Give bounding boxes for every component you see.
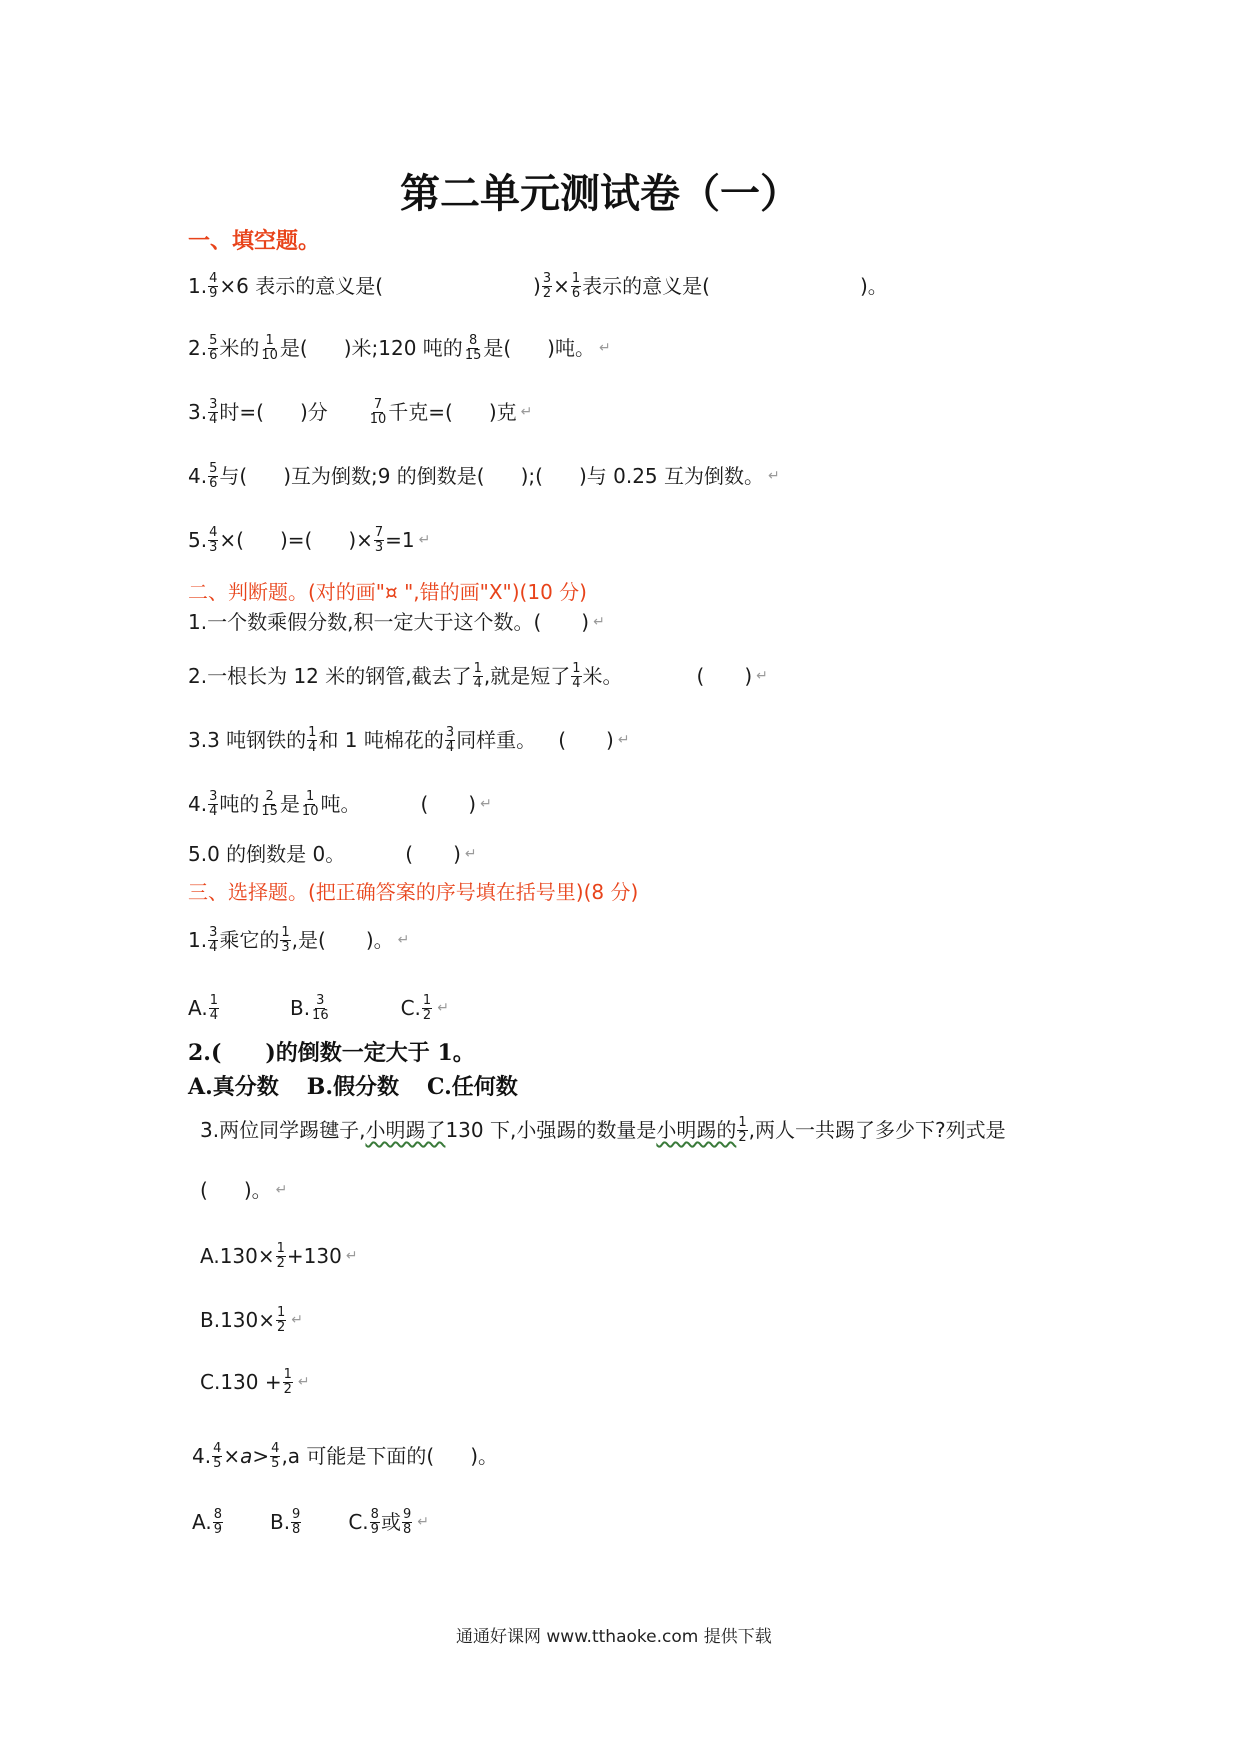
paragraph-mark: ↵ — [768, 468, 780, 485]
question-1-2: 2. $\frac{5}{6}$ 米的 $\frac{1}{10}$ 是( )米;120 吨的 $\frac{8}{15}$ 是( )吨。 ↵ — [188, 333, 611, 363]
paragraph-mark: ↵ — [520, 404, 533, 421]
question-1-5: 5. $\frac{4}{3}$ ×( )=( )× $\frac{7}{3}$ =1 ↵ — [188, 525, 431, 555]
fraction: $\frac{1}{3}$ — [281, 925, 290, 955]
question-1-1: 1. $\frac{4}{9}$ ×6 表示的意义是( ) $\frac{3}{2}$ × $\frac{1}{6}$ 表示的意义是( )。 — [188, 271, 888, 301]
paragraph-mark: ↵ — [617, 732, 630, 749]
fraction: $\frac{9}{8}$ — [402, 1507, 412, 1537]
fraction: $\frac{4}{3}$ — [209, 525, 218, 555]
paragraph-mark: ↵ — [756, 668, 768, 685]
paragraph-mark: ↵ — [297, 1374, 310, 1391]
fraction: $\frac{1}{4}$ — [572, 661, 581, 691]
paragraph-mark: ↵ — [464, 846, 477, 862]
fraction: $\frac{4}{5}$ — [271, 1441, 280, 1471]
fraction: $\frac{1}{6}$ — [571, 271, 581, 301]
fraction: $\frac{3}{16}$ — [312, 993, 329, 1023]
fraction: $\frac{1}{10}$ — [261, 333, 278, 363]
question-2-5: 5.0 的倒数是 0。 ( ) ↵ — [188, 842, 477, 866]
fraction: $\frac{5}{6}$ — [209, 461, 218, 491]
question-3-4: 4. $\frac{4}{5}$ ×a> $\frac{4}{5}$ ,a 可能是下面的( )。 — [192, 1441, 499, 1471]
question-3-3-answer-blank: ( )。 ↵ — [200, 1178, 288, 1202]
section-heading-fill-blank: 一、填空题。 — [188, 229, 321, 254]
section-heading-true-false: 二、判断题。(对的画"¤ ",错的画"X")(10 分) — [188, 580, 587, 604]
fraction: $\frac{7}{3}$ — [374, 525, 384, 555]
question-3-1-options: A. $\frac{1}{4}$ B. $\frac{3}{16}$ C. $\frac{1}{2}$ ↵ — [188, 993, 449, 1023]
question-3-3-option-a: A.130× $\frac{1}{2}$ +130 ↵ — [200, 1241, 358, 1271]
question-3-1: 1. $\frac{3}{4}$ 乘它的 $\frac{1}{3}$ ,是( )。 ↵ — [188, 925, 410, 955]
fraction: $\frac{8}{15}$ — [464, 333, 482, 363]
question-3-4-options: A. $\frac{8}{9}$ B. $\frac{9}{8}$ C. $\frac{8}{9}$ 或 $\frac{9}{8}$ ↵ — [192, 1507, 429, 1537]
section-heading-multiple-choice: 三、选择题。(把正确答案的序号填在括号里)(8 分) — [188, 880, 639, 904]
paragraph-mark: ↵ — [418, 532, 431, 549]
paragraph-mark: ↵ — [593, 614, 605, 630]
page-title: 第二单元测试卷（一） — [400, 170, 800, 217]
footer-source: 通通好课网 www.tthaoke.com 提供下载 — [456, 1627, 772, 1647]
fraction: $\frac{1}{2}$ — [283, 1367, 292, 1397]
fraction: $\frac{3}{4}$ — [209, 397, 218, 427]
fraction: $\frac{3}{4}$ — [209, 925, 218, 955]
question-2-3: 3.3 吨钢铁的 $\frac{1}{4}$ 和 1 吨棉花的 $\frac{3}{4}$ 同样重。 ( ) ↵ — [188, 725, 630, 755]
fraction: $\frac{4}{9}$ — [209, 271, 218, 301]
paragraph-mark: ↵ — [397, 932, 410, 949]
paragraph-mark: ↵ — [291, 1312, 304, 1329]
question-3-2-options: A.真分数 B.假分数 C.任何数 — [188, 1074, 518, 1100]
fraction: $\frac{2}{15}$ — [261, 789, 278, 819]
fraction: $\frac{1}{2}$ — [738, 1115, 747, 1145]
question-3-3-option-c: C.130 + $\frac{1}{2}$ ↵ — [200, 1367, 310, 1397]
paragraph-mark: ↵ — [480, 796, 492, 813]
fraction: $\frac{5}{6}$ — [209, 333, 218, 363]
fraction: $\frac{1}{4}$ — [209, 993, 218, 1023]
fraction: $\frac{3}{4}$ — [209, 789, 218, 819]
question-2-1: 1.一个数乘假分数,积一定大于这个数。( ) ↵ — [188, 610, 605, 634]
fraction: $\frac{1}{4}$ — [473, 661, 482, 691]
paragraph-mark: ↵ — [275, 1182, 288, 1198]
fraction: $\frac{1}{2}$ — [276, 1241, 285, 1271]
paragraph-mark: ↵ — [598, 340, 611, 357]
question-1-3: 3. $\frac{3}{4}$ 时=( )分 $\frac{7}{10}$ 千克=( )克 ↵ — [188, 397, 533, 427]
fraction: $\frac{3}{4}$ — [445, 725, 455, 755]
fraction: $\frac{4}{5}$ — [213, 1441, 222, 1471]
fraction: $\frac{1}{10}$ — [301, 789, 319, 819]
question-1-4: 4. $\frac{5}{6}$ 与( )互为倒数;9 的倒数是( );( )与 0.25 互为倒数。 ↵ — [188, 461, 780, 491]
fraction: $\frac{8}{9}$ — [213, 1507, 222, 1537]
fraction: $\frac{9}{8}$ — [292, 1507, 301, 1537]
fraction: $\frac{1}{2}$ — [277, 1305, 286, 1335]
fraction: $\frac{1}{2}$ — [422, 993, 432, 1023]
fraction: $\frac{3}{2}$ — [542, 271, 552, 301]
question-3-2: 2.( )的倒数一定大于 1。 — [188, 1040, 475, 1066]
paragraph-mark: ↵ — [345, 1248, 358, 1265]
question-3-3-option-b: B.130× $\frac{1}{2}$ ↵ — [200, 1305, 304, 1335]
fraction: $\frac{1}{4}$ — [308, 725, 317, 755]
paragraph-mark: ↵ — [417, 1514, 429, 1531]
question-3-3: 3.两位同学踢毽子, 小明踢了 130 下,小强踢的数量是 小明踢的 $\frac{1}{2}$ ,两人一共踢了多少下?列式是 — [200, 1115, 1006, 1145]
fraction: $\frac{7}{10}$ — [369, 397, 387, 427]
fraction: $\frac{8}{9}$ — [370, 1507, 379, 1537]
paragraph-mark: ↵ — [437, 1000, 449, 1017]
question-2-2: 2.一根长为 12 米的钢管,截去了 $\frac{1}{4}$ ,就是短了 $\frac{1}{4}$ 米。 ( ) ↵ — [188, 661, 768, 691]
question-2-4: 4. $\frac{3}{4}$ 吨的 $\frac{2}{15}$ 是 $\frac{1}{10}$ 吨。 ( ) ↵ — [188, 789, 492, 819]
